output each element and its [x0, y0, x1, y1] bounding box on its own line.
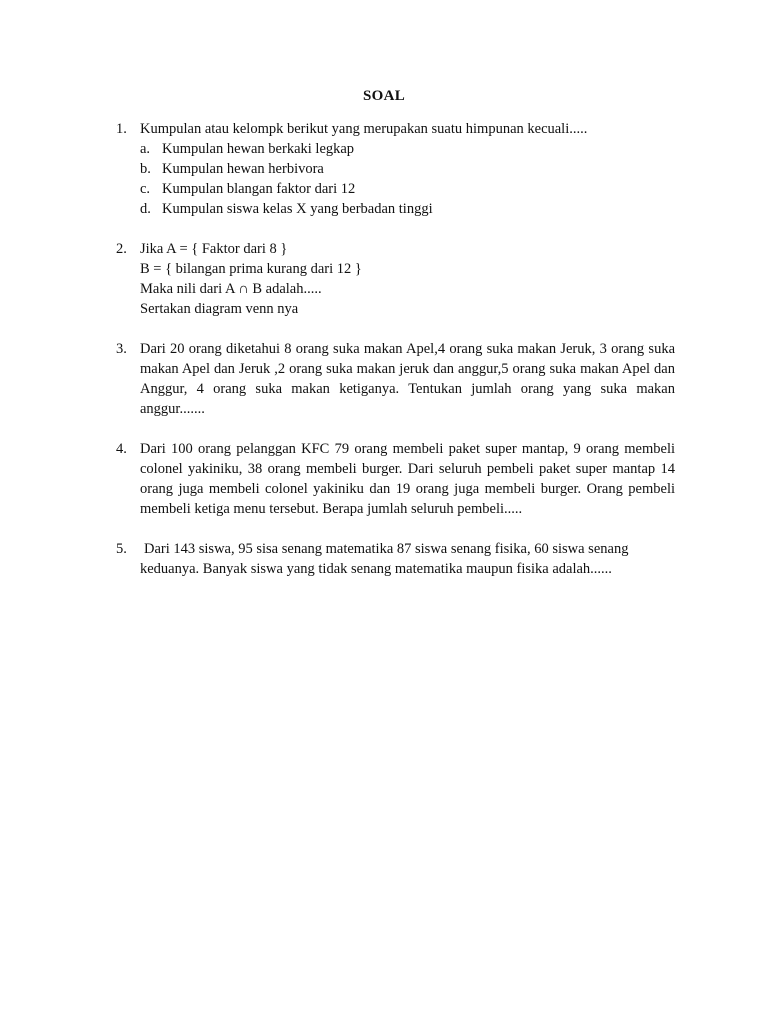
spacer [116, 219, 675, 239]
option-d [140, 199, 675, 219]
question-text: Dari 20 orang diketahui 8 orang suka makan Apel,4 orang suka makan Jeruk, 3 orang suka makan Apel dan Jeruk ,2 orang suka makan jeruk dan anggur,5 orang suka makan Apel dan Anggur, 4 orang suka makan ketiganya. Tentukan jumlah orang yang suka makan anggur....... [140, 341, 675, 417]
question-line: Sertakan diagram venn nya [140, 301, 299, 317]
question-line: Jika A = { Faktor dari 8 } [140, 241, 288, 257]
question-number: 5. [116, 541, 127, 557]
option-text: Kumpulan siswa kelas X yang berbadan tinggi [162, 201, 433, 217]
option-b [140, 159, 675, 179]
question-text: Dari 143 siswa, 95 sisa senang matematika 87 siswa senang fisika, 60 siswa senang keduanya. Banyak siswa yang tidak senang matematika maupun fisika adalah...... [140, 541, 629, 577]
question-1 [116, 119, 675, 219]
question-3 [116, 339, 675, 419]
question-5 [116, 539, 675, 579]
option-a [140, 139, 675, 159]
option-list [140, 139, 675, 219]
question-list [116, 119, 675, 579]
question-number: 1. [116, 121, 127, 137]
question-text: Kumpulan atau kelompk berikut yang merupakan suatu himpunan kecuali..... [140, 121, 588, 137]
option-letter: c. [140, 181, 151, 197]
option-letter: b. [140, 161, 151, 177]
question-number: 3. [116, 341, 127, 357]
question-number: 2. [116, 241, 127, 257]
question-2 [116, 239, 675, 319]
question-4 [116, 439, 675, 519]
spacer [116, 419, 675, 439]
option-letter: d. [140, 201, 151, 217]
option-text: Kumpulan hewan herbivora [162, 161, 324, 177]
question-text: Dari 100 orang pelanggan KFC 79 orang membeli paket super mantap, 9 orang membeli colonel yakiniku, 38 orang membeli burger. Dari seluruh pembeli paket super mantap 14 orang juga membeli colonel yakiniku dan 19 orang juga membeli burger. Orang pembeli membeli ketiga menu tersebut. Berapa jumlah seluruh pembeli..... [140, 441, 675, 517]
question-line: Maka nili dari A ∩ B adalah..... [140, 281, 322, 297]
page-title: SOAL [362, 88, 406, 104]
spacer [116, 319, 675, 339]
option-c [140, 179, 675, 199]
question-number: 4. [116, 441, 127, 457]
question-line: B = { bilangan prima kurang dari 12 } [140, 261, 362, 277]
spacer [116, 519, 675, 539]
option-text: Kumpulan hewan berkaki legkap [162, 141, 355, 157]
option-text: Kumpulan blangan faktor dari 12 [162, 181, 356, 197]
option-letter: a. [140, 141, 151, 157]
